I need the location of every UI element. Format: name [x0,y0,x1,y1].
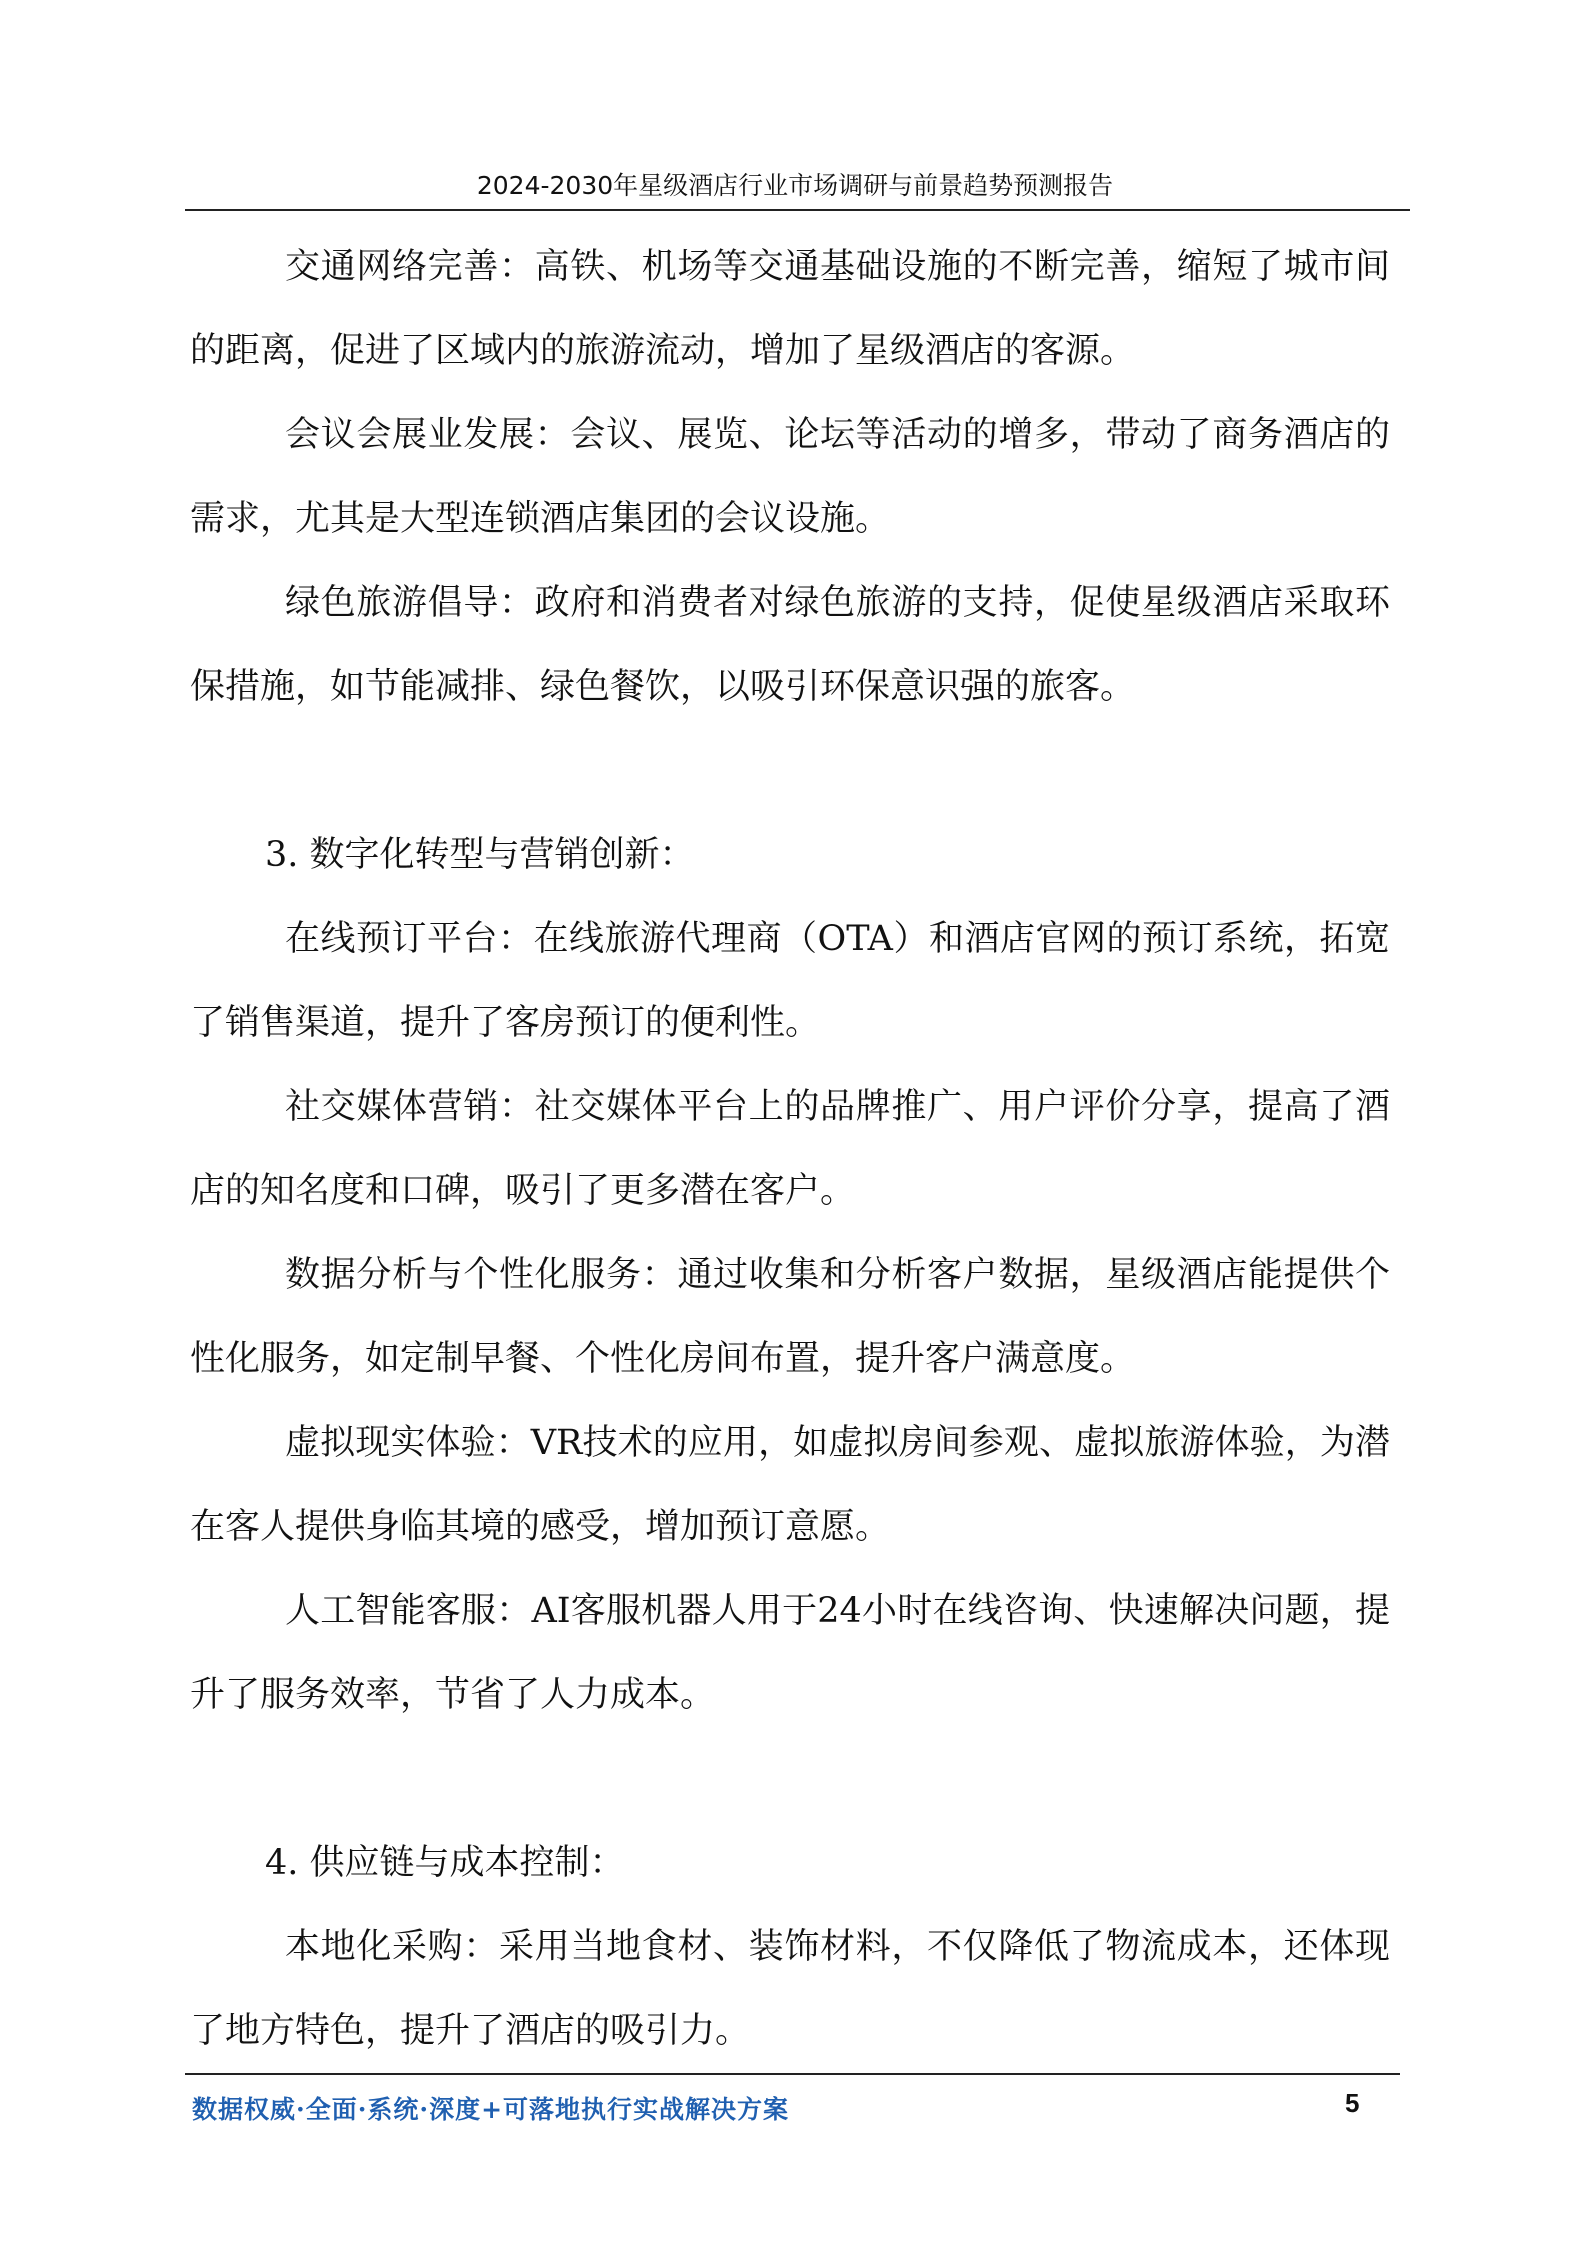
footer-slogan: 数据权威·全面·系统·深度+可落地执行实战解决方案 [192,2095,790,2124]
running-header: 2024-2030年星级酒店行业市场调研与前景趋势预测报告 [476,171,1114,200]
page-body [190,225,1390,2073]
paragraph: 在线预订平台：在线旅游代理商（OTA）和酒店官网的预订系统，拓宽了销售渠道，提升了客房预订的便利性。 [190,919,1390,1043]
paragraph: 会议会展业发展：会议、展览、论坛等活动的增多，带动了商务酒店的需求，尤其是大型连锁酒店集团的会议设施。 [190,415,1390,539]
paragraph: 人工智能客服：AI客服机器人用于24小时在线咨询、快速解决问题，提升了服务效率，节省了人力成本。 [190,1591,1390,1715]
paragraph: 交通网络完善：高铁、机场等交通基础设施的不断完善，缩短了城市间的距离，促进了区域内的旅游流动，增加了星级酒店的客源。 [190,247,1390,371]
paragraph: 虚拟现实体验：VR技术的应用，如虚拟房间参观、虚拟旅游体验，为潜在客人提供身临其境的感受，增加预订意愿。 [190,1423,1390,1547]
section-heading-4: 4. 供应链与成本控制： [265,1843,625,1883]
page-number: 5 [1345,2088,1360,2118]
section-heading-3: 3. 数字化转型与营销创新： [265,835,695,875]
header-divider [185,209,1410,211]
footer-divider [185,2073,1400,2075]
paragraph: 数据分析与个性化服务：通过收集和分析客户数据，星级酒店能提供个性化服务，如定制早餐、个性化房间布置，提升客户满意度。 [190,1255,1390,1379]
paragraph: 社交媒体营销：社交媒体平台上的品牌推广、用户评价分享，提高了酒店的知名度和口碑，吸引了更多潜在客户。 [190,1087,1390,1211]
paragraph: 本地化采购：采用当地食材、装饰材料，不仅降低了物流成本，还体现了地方特色，提升了酒店的吸引力。 [190,1927,1390,2051]
paragraph: 绿色旅游倡导：政府和消费者对绿色旅游的支持，促使星级酒店采取环保措施，如节能减排、绿色餐饮，以吸引环保意识强的旅客。 [190,583,1390,707]
